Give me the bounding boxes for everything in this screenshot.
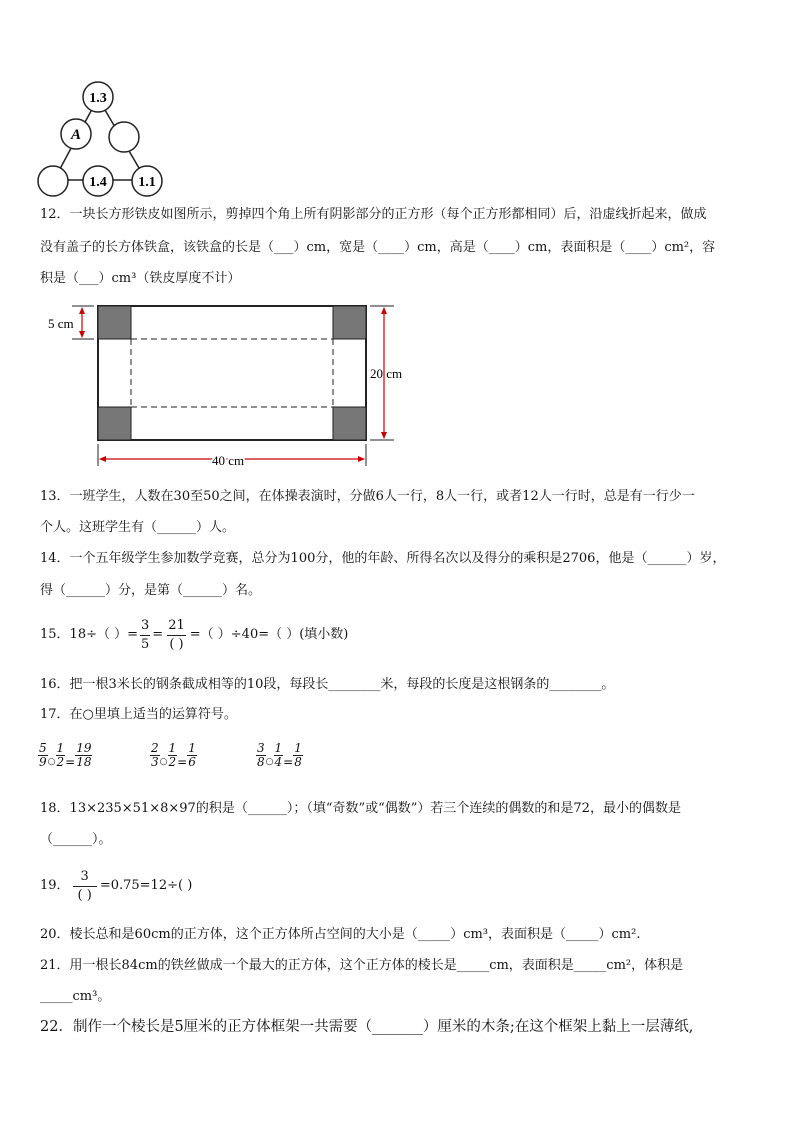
q15-fraction-2: $\frac{21}{( )}$ bbox=[168, 617, 185, 652]
q12-line1: 12．一块长方形铁皮如图所示，剪掉四个角上所有阴影部分的正方形（每个正方形都相同）后，沿虚线折起来，做成 bbox=[40, 207, 707, 222]
q17: 17．在○里填上适当的运算符号。 bbox=[40, 707, 237, 722]
q17-item-1: $\frac{5}{9}$ ○ $\frac{1}{2}$ = $\frac{19}{18}$ bbox=[39, 741, 92, 769]
q16: 16．把一根3米长的钢条截成相等的10段，每段长________米，每段的长度是这根钢条的________。 bbox=[40, 677, 615, 692]
q15-suffix: =（ ）÷40=（ ）(填小数) bbox=[189, 627, 349, 642]
dim-40cm-label: 40 cm bbox=[212, 453, 245, 468]
triangle-top-value: 1.3 bbox=[89, 91, 107, 106]
q14-line1: 14．一个五年级学生参加数学竞赛，总分为100分，他的年龄、所得名次以及得分的乘积是2706，他是（______）岁， bbox=[40, 551, 726, 566]
triangle-br-value: 1.1 bbox=[138, 175, 156, 190]
q19-prefix: 19． bbox=[40, 878, 70, 893]
q15-prefix: 15．18÷（ ）= bbox=[40, 627, 139, 642]
q12-line2: 没有盖子的长方体铁盒，该铁盒的长是（___）cm，宽是（____）cm，高是（____）cm，表面积是（____）cm²，容 bbox=[40, 240, 716, 255]
dim-20cm-label: 20 cm bbox=[370, 366, 403, 381]
triangle-bl-circle bbox=[38, 166, 68, 196]
q21-line1: 21．用一根长84cm的铁丝做成一个最大的正方体，这个正方体的棱长是_____cm，表面积是_____cm²，体积是 bbox=[40, 958, 684, 973]
q15-fraction-1: $\frac{3}{5}$ bbox=[141, 617, 150, 652]
q17-item-3: $\frac{3}{8}$ ○ $\frac{1}{4}$ = $\frac{1}{8}$ bbox=[257, 741, 302, 769]
triangle-bm-value: 1.4 bbox=[89, 175, 107, 190]
number-triangle-figure bbox=[36, 80, 166, 200]
q18-line2: （______）。 bbox=[40, 832, 112, 847]
dim-5cm-label: 5 cm bbox=[48, 316, 74, 331]
q19 bbox=[40, 864, 192, 908]
sheet-metal-figure bbox=[40, 296, 420, 476]
q13-line2: 个人。这班学生有（______）人。 bbox=[40, 520, 236, 535]
q15 bbox=[40, 613, 348, 657]
q22: 22．制作一个棱长是5厘米的正方体框架一共需要（_______）厘米的木条;在这个框架上黏上一层薄纸, bbox=[40, 1019, 694, 1035]
q19-fraction: $\frac{3}{( )}$ bbox=[73, 868, 97, 905]
q15-eq: = bbox=[152, 627, 164, 642]
q17-item-2: $\frac{2}{3}$ ○ $\frac{1}{2}$ = $\frac{1}{6}$ bbox=[151, 741, 196, 769]
q13-line1: 13．一班学生，人数在30至50之间，在体操表演时，分做6人一行，8人一行，或者12人一行时，总是有一行少一 bbox=[40, 489, 695, 504]
q14-line2: 得（______）分，是第（______）名。 bbox=[40, 583, 262, 598]
q19-suffix: =0.75=12÷( ) bbox=[99, 878, 193, 893]
triangle-left-value: A bbox=[70, 127, 82, 143]
q18-line1: 18．13×235×51×8×97的积是（______）；（填“奇数”或“偶数”）若三个连续的偶数的和是72，最小的偶数是 bbox=[40, 801, 681, 816]
q21-line2: _____cm³。 bbox=[40, 989, 111, 1004]
q12-line3: 积是（___）cm³（铁皮厚度不计） bbox=[40, 271, 241, 286]
triangle-right-circle bbox=[109, 122, 139, 152]
q20: 20．棱长总和是60cm的正方体，这个正方体所占空间的大小是（_____）cm³，表面积是（_____）cm². bbox=[40, 927, 641, 942]
